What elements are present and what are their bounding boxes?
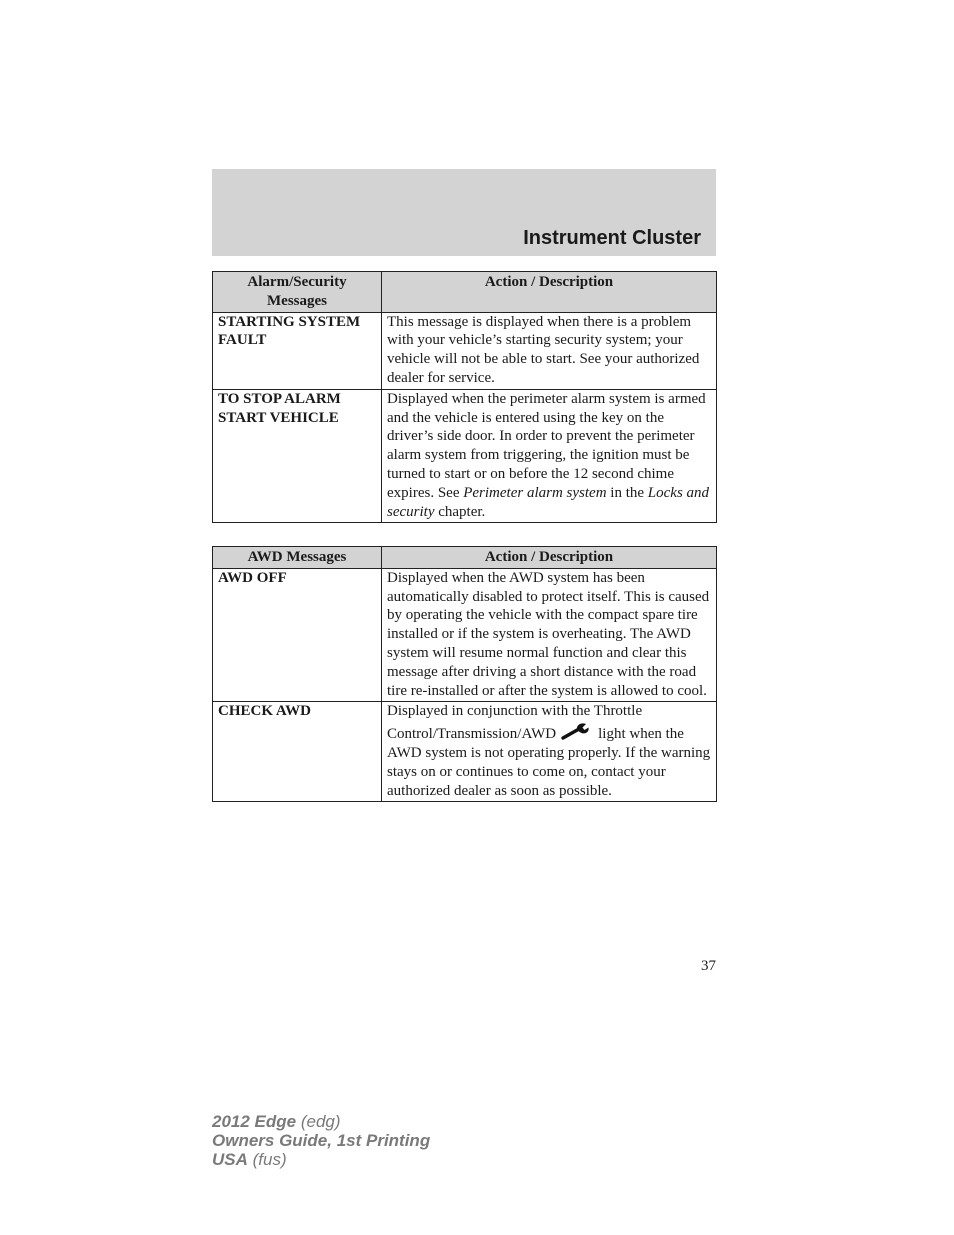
wrench-icon — [560, 721, 592, 741]
table-row — [213, 702, 717, 802]
alarm-security-messages-table — [212, 271, 717, 523]
description-text: Displayed in conjunction with the Throttle Control/Transmission/AWD — [387, 703, 643, 743]
footer-edition: Owners Guide, 1st Printing — [212, 1131, 431, 1150]
section-title: Instrument Cluster — [523, 227, 701, 249]
message-name: TO STOP ALARM START VEHICLE — [213, 389, 382, 523]
description-text: light when the AWD system is not operating properly. If the warning stays on or continues to come on, contact your authorized dealer as soon as possible. — [387, 726, 711, 799]
page-number: 37 — [701, 958, 716, 974]
document-footer — [212, 1112, 430, 1169]
table-row — [213, 568, 717, 702]
table-header-row — [213, 272, 717, 313]
message-description: This message is displayed when there is a problem with your vehicle’s starting security system; your vehicle will not be able to start. See your authorized dealer for service. — [382, 312, 717, 389]
message-name: STARTING SYSTEM FAULT — [213, 312, 382, 389]
message-name: AWD OFF — [213, 568, 382, 702]
message-description — [382, 702, 717, 802]
footer-market-code: (fus) — [247, 1150, 287, 1169]
message-name: CHECK AWD — [213, 702, 382, 802]
cross-reference-locks-chapter: Locks and security — [387, 484, 710, 520]
message-description: Displayed when the AWD system has been automatically disabled to protect itself. This is caused by operating the vehicle with the compact spare tire installed or if the system is overheating. The AWD system will resume normal function and clear this message after driving a short distance with the road tire re-installed or after the system is allowed to cool. — [382, 568, 717, 702]
column-header-action: Action / Description — [382, 547, 717, 569]
description-text: chapter. — [434, 503, 486, 520]
column-header-messages: Alarm/Security Messages — [213, 272, 382, 313]
awd-messages-table — [212, 546, 717, 802]
message-description — [382, 389, 717, 523]
footer-market: USA — [212, 1150, 248, 1169]
cross-reference-perimeter-alarm: Perimeter alarm system — [463, 484, 607, 501]
table-header-row — [213, 547, 717, 569]
footer-line-model — [212, 1112, 430, 1131]
section-header-band — [212, 169, 716, 256]
footer-model: 2012 Edge — [212, 1112, 297, 1131]
table-row — [213, 389, 717, 523]
table-row — [213, 312, 717, 389]
footer-model-code: (edg) — [296, 1112, 341, 1131]
column-header-action: Action / Description — [382, 272, 717, 313]
footer-line-edition — [212, 1131, 430, 1150]
description-text: Displayed when the perimeter alarm system is armed and the vehicle is entered using the key on the driver’s side door. In order to prevent the perimeter alarm system from triggering, the ignition must be turned to start or on before the 12 second chime expires. See — [387, 390, 706, 501]
description-text: in the — [606, 484, 648, 501]
footer-line-market — [212, 1150, 430, 1169]
column-header-messages: AWD Messages — [213, 547, 382, 569]
